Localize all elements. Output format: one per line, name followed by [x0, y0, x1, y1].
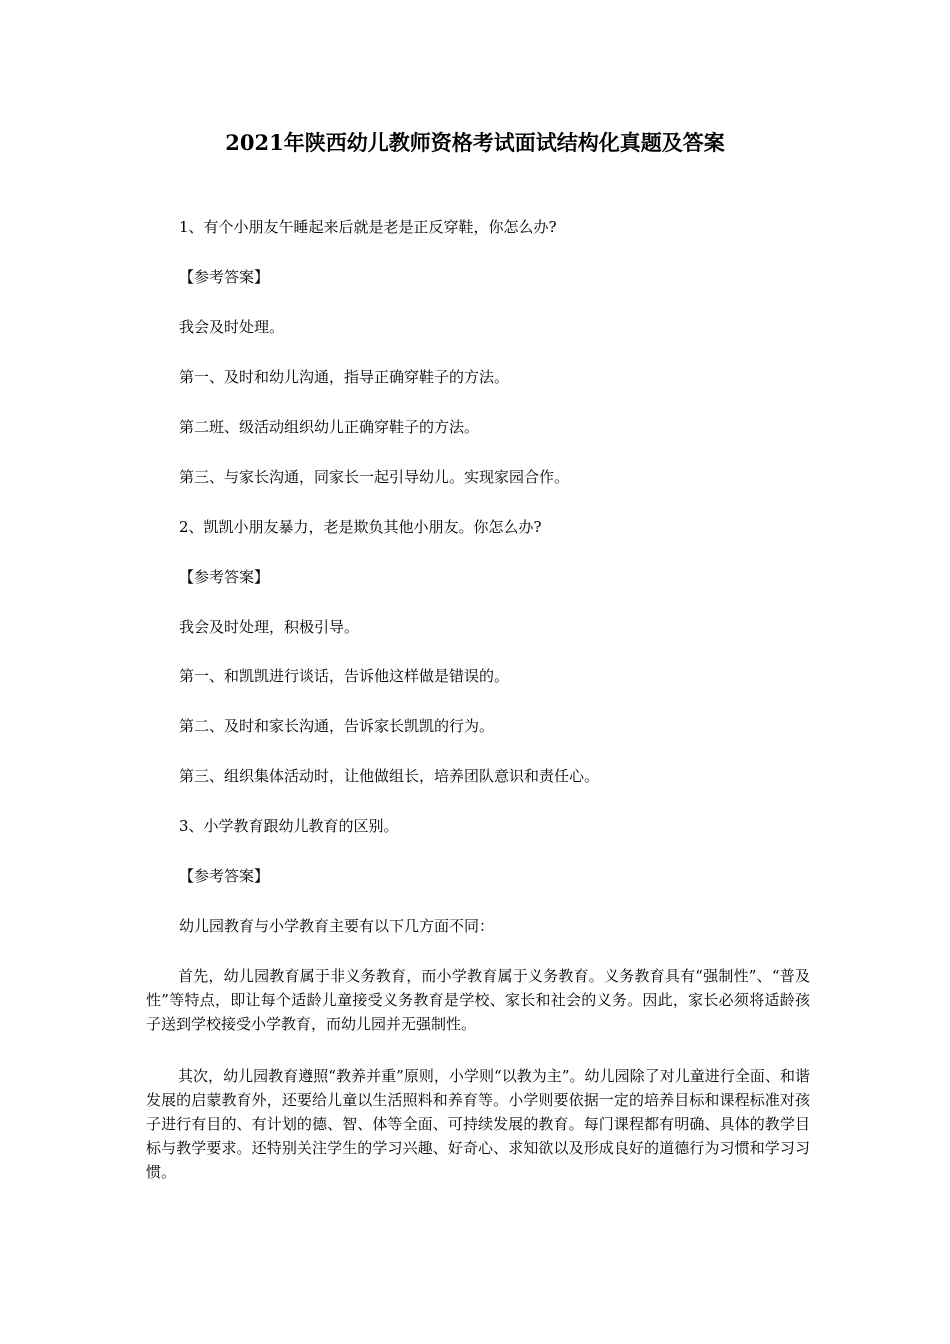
answer-1-point-2: 第二班、级活动组织幼儿正确穿鞋子的方法。: [179, 418, 480, 436]
answer-2-intro: 我会及时处理，积极引导。: [179, 618, 360, 636]
answer-label-3: 【参考答案】: [179, 867, 270, 885]
document-title: 2021年陕西幼儿教师资格考试面试结构化真题及答案: [225, 130, 725, 155]
answer-3-intro: 幼儿园教育与小学教育主要有以下几方面不同：: [179, 917, 495, 935]
answer-1-point-3: 第三、与家长沟通，同家长一起引导幼儿。实现家园合作。: [179, 468, 570, 486]
answer-2-point-2: 第二、及时和家长沟通，告诉家长凯凯的行为。: [179, 717, 495, 735]
answer-1-intro: 我会及时处理。: [179, 318, 285, 336]
answer-2-point-3: 第三、组织集体活动时，让他做组长，培养团队意识和责任心。: [179, 767, 600, 785]
answer-3-paragraph-2: 其次，幼儿园教育遵照“教养并重”原则，小学则“以教为主”。幼儿园除了对儿童进行全面、和谐发展的启蒙教育外，还要给儿童以生活照料和养育等。小学则要依据一定的培养目标和课程标准对孩子进行有目的、有计划的德、智、体等全面、可持续发展的教育。每门课程都有明确、具体的教学目标与教学要求。还特别关注学生的学习兴趣、好奇心、求知欲以及形成良好的道德行为习惯和学习习惯。: [146, 1067, 810, 1181]
answer-label-2: 【参考答案】: [179, 568, 270, 586]
answer-3-paragraph-1: 首先，幼儿园教育属于非义务教育，而小学教育属于义务教育。义务教育具有“强制性”、“普及性”等特点，即让每个适龄儿童接受义务教育是学校、家长和社会的义务。因此，家长必须将适龄孩子送到学校接受小学教育，而幼儿园并无强制性。: [146, 967, 810, 1033]
question-2: 2、凯凯小朋友暴力，老是欺负其他小朋友。你怎么办?: [179, 518, 542, 536]
answer-label-1: 【参考答案】: [179, 268, 270, 286]
question-3: 3、小学教育跟幼儿教育的区别。: [179, 817, 399, 835]
question-1: 1、有个小朋友午睡起来后就是老是正反穿鞋，你怎么办?: [179, 218, 557, 236]
answer-2-point-1: 第一、和凯凯进行谈话，告诉他这样做是错误的。: [179, 667, 510, 685]
answer-1-point-1: 第一、及时和幼儿沟通，指导正确穿鞋子的方法。: [179, 368, 510, 386]
